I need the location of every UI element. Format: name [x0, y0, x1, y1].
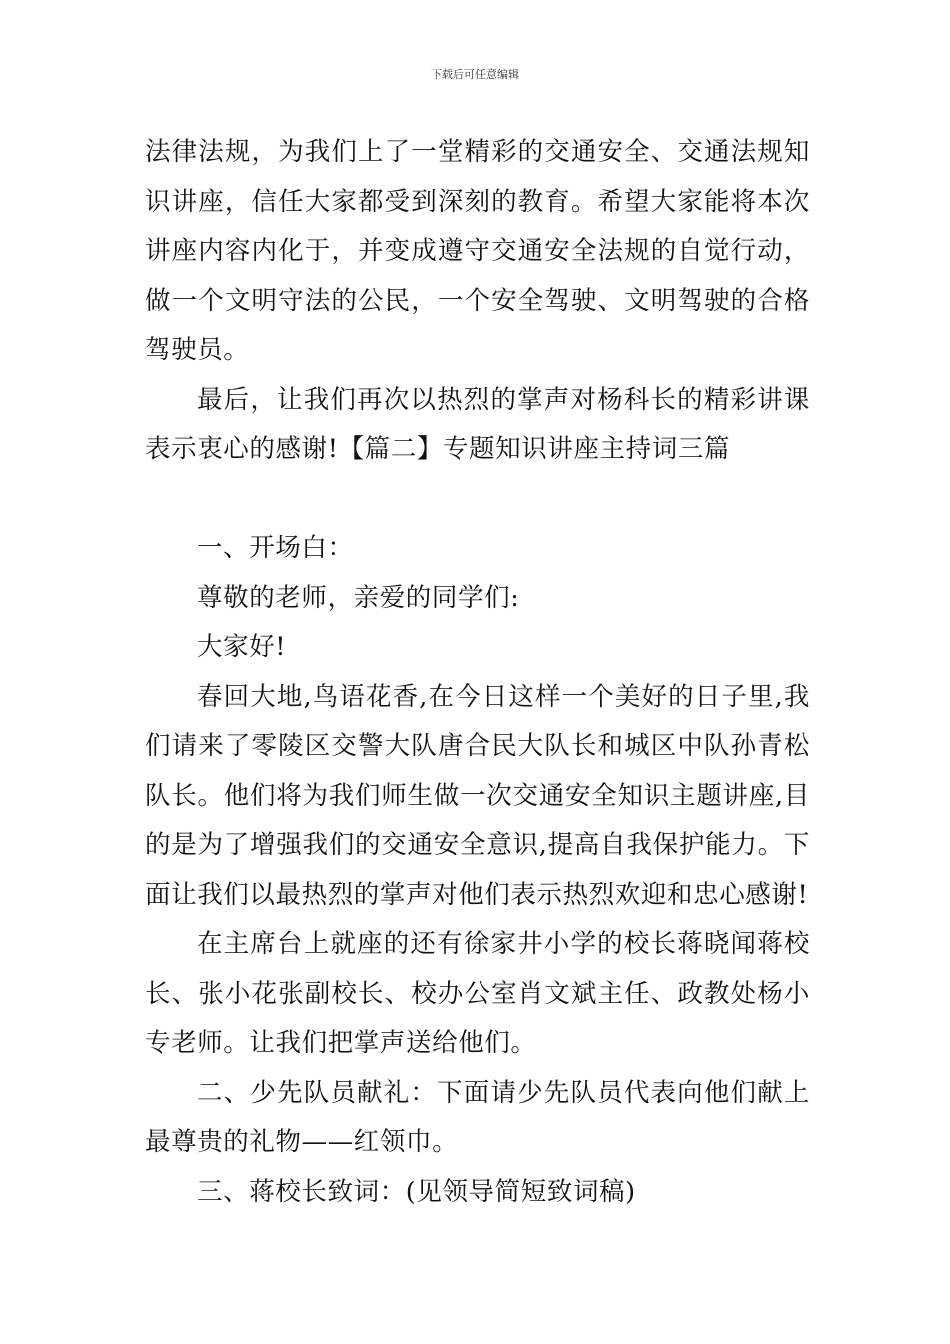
section-heading-opening: 一、开场白：	[197, 533, 354, 563]
paragraph-closing-thanks: 最后，让我们再次以热烈的掌声对杨科长的精彩讲课表示衷心的感谢!【篇二】专题知识讲座主持词三篇	[145, 384, 810, 464]
paragraph-introduction: 春回大地,鸟语花香,在今日这样一个美好的日子里,我们请来了零陵区交警大队唐合民大队长和城区中队孙青松队长。他们将为我们师生做一次交通安全知识主题讲座,目的是为了增强我们的交通安全意识,提高自我保护能力。下面让我们以最热烈的掌声对他们表示热烈欢迎和忠心感谢!	[145, 681, 810, 910]
paragraph-continuation: 法律法规，为我们上了一堂精彩的交通安全、交通法规知识讲座，信任大家都受到深刻的教育。希望大家能将本次讲座内容内化于，并变成遵守交通安全法规的自觉行动，做一个文明守法的公民，一个安全驾驶、文明驾驶的合格驾驶员。	[145, 137, 810, 365]
paragraph-guests: 在主席台上就座的还有徐家井小学的校长蒋晓闻蒋校长、张小花张副校长、校办公室肖文斌主任、政教处杨小专老师。让我们把掌声送给他们。	[145, 929, 810, 1058]
page-header: 下载后可任意编辑	[431, 68, 519, 81]
salutation: 尊敬的老师，亲爱的同学们:	[197, 582, 520, 613]
section-heading-speech: 三、蒋校长致词：(见领导简短致词稿)	[197, 1176, 636, 1207]
document-body	[145, 128, 810, 1217]
greeting: 大家好!	[197, 632, 287, 662]
section-heading-gift: 二、少先队员献礼：下面请少先队员代表向他们献上最尊贵的礼物——红领巾。	[145, 1077, 810, 1157]
paragraph-spacer	[145, 475, 810, 525]
